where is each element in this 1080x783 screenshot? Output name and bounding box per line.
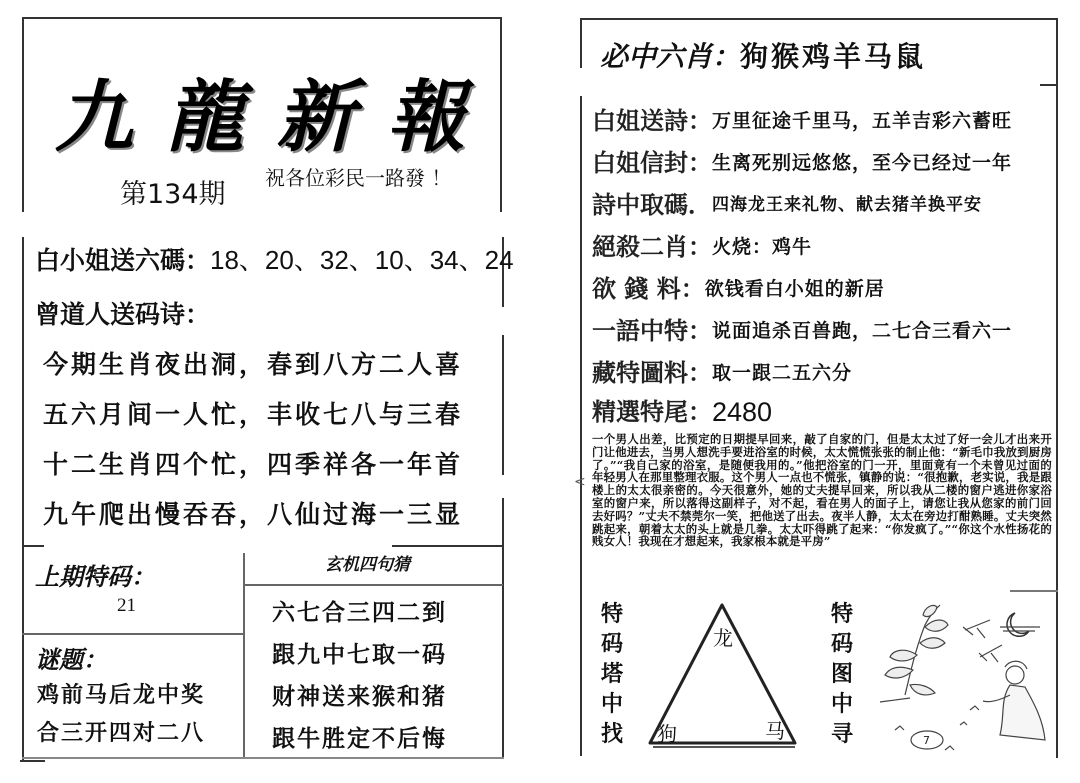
issue-number: 第134期 — [120, 179, 226, 210]
tip-sep: ． — [688, 191, 712, 219]
title-char: 報 — [386, 72, 475, 163]
tip-row — [592, 100, 1052, 142]
section-divider-right — [392, 545, 504, 547]
title-char: 新 — [276, 72, 365, 163]
tip-label: 藏特圖料 — [592, 359, 688, 387]
left-border-lower — [22, 237, 24, 762]
right-border-upper — [500, 17, 502, 212]
tip-label: 一語中特 — [592, 317, 688, 345]
six-zodiac-value: 狗猴鸡羊马鼠 — [740, 40, 927, 73]
six-zodiac-label: 必中六肖： — [600, 40, 741, 73]
guess-line: 跟牛胜定不后悔 — [272, 725, 447, 752]
six-codes-row — [35, 240, 514, 277]
top-border — [580, 18, 1058, 20]
guess-line: 跟九中七取一码 — [272, 641, 447, 668]
tip-sep: ： — [688, 233, 712, 261]
guess-title-divider — [245, 584, 503, 586]
tip-label: 詩中取碼 — [592, 191, 688, 219]
left-border-upper — [22, 17, 24, 212]
vertical-char: 特 — [600, 602, 623, 627]
poem — [43, 340, 483, 540]
poem-line: 五六月间一人忙，丰收七八与三春 — [43, 400, 464, 429]
tip-value: 说面追杀百兽跑，二七合三看六一 — [712, 320, 1013, 342]
tip-label: 精選特尾 — [592, 398, 688, 426]
tip-value: 万里征途千里马，五羊吉彩六蓄旺 — [712, 110, 1013, 132]
title-char: 九 — [55, 72, 144, 163]
left-border-top — [580, 18, 582, 68]
last-code-value: 21 — [117, 595, 136, 616]
slogan: 祝各位彩民一路發 ！ — [265, 166, 452, 190]
tower-bottom-right: 马 — [765, 719, 785, 743]
tip-value: 取一跟二五六分 — [712, 362, 853, 384]
tip-row — [592, 226, 1052, 268]
guess-title: 玄机四句猜 — [325, 555, 410, 575]
tower-bottom-left: 狗 — [657, 722, 677, 746]
right-border — [1056, 18, 1058, 758]
tip-row — [592, 394, 1052, 430]
poem-line: 今期生肖夜出洞，春到八方二人喜 — [43, 350, 464, 379]
four-line-guess — [272, 592, 447, 760]
tip-label: 白姐信封 — [592, 149, 688, 177]
vertical-char: 码 — [600, 632, 623, 657]
six-codes-label: 白小姐送六碼： — [35, 246, 211, 275]
vertical-char: 图 — [830, 662, 853, 687]
vertical-char: 寻 — [830, 722, 853, 747]
guess-line: 六七合三四二到 — [272, 599, 447, 626]
tip-row — [592, 310, 1052, 352]
riddle-line: 鸡前马后龙中奖 — [37, 682, 206, 708]
vertical-char: 码 — [830, 632, 853, 657]
story-paragraph: 一个男人出差，比预定的日期提早回来，敲了自家的门，但是太太过了好一会儿才出来开门让他进去，当男人想洗手要进浴室的时候，太太慌慌张张的制止他：“新毛巾我放到厨房了。”“我自己家的浴室，是随便我用的。”他把浴室的门一开，里面竟有一个未曾见过面的年轻男人在那里整理衣服。这个男人一点也不慌张，镇静的说：“很抱歉，老实说，我是跟楼上的太太很亲密的。今天很意外，她的丈夫提早回来，所以我从二楼的窗户逃进你家浴室的窗户来，所以落得这副样子，对不起，看在男人的面子上，请您让我从您家的前门回去好吗？”丈夫不禁莞尔一笑，把他送了出去。夜半人静，太太在旁边打酣熟睡。丈夫突然跳起来，朝着太太的头上就是几拳。太太吓得跳了起来：“你发疯了。”“你这个水性扬花的贱女人！我现在才想起来，我家根本就是平房” — [592, 432, 1052, 549]
tip-sep: ： — [680, 275, 705, 303]
top-border — [22, 17, 502, 19]
newspaper-title — [55, 55, 475, 167]
stone-number: 7 — [923, 734, 930, 747]
vertical-char: 中 — [600, 692, 623, 717]
tip-row — [592, 142, 1052, 184]
tip-sep: ： — [688, 149, 712, 177]
riddle-label: 谜题： — [35, 645, 107, 674]
six-codes-value: 18、20、32、10、34、24 — [210, 245, 514, 275]
tip-value: 火烧：鸡牛 — [712, 236, 813, 258]
tip-sep: ： — [688, 398, 712, 426]
riddle — [37, 676, 205, 752]
tips-list — [592, 100, 1052, 430]
tower-top: 龙 — [713, 626, 733, 650]
tip-label: 絕殺二肖 — [592, 233, 688, 261]
title-char: 龍 — [165, 72, 254, 163]
tip-value: 2480 — [712, 397, 773, 427]
corner-mark — [20, 760, 45, 762]
right-border-seg2 — [502, 335, 504, 475]
tip-label: 白姐送詩 — [592, 107, 688, 135]
code-box-divider — [22, 633, 244, 635]
clue-illustration — [865, 595, 1055, 755]
vertical-char: 找 — [600, 722, 623, 747]
guess-line: 财神送来猴和猪 — [272, 683, 447, 710]
vertical-char: 塔 — [600, 662, 623, 687]
poem-line: 九午爬出慢吞吞，八仙过海一三显 — [43, 500, 464, 529]
left-border — [580, 96, 582, 756]
tip-sep: ： — [688, 359, 712, 387]
tip-value: 欲钱看白小姐的新居 — [704, 278, 885, 300]
vertical-char: 特 — [830, 602, 853, 627]
poem-line: 十二生肖四个忙，四季祥各一年首 — [43, 450, 464, 479]
six-zodiac-row — [600, 35, 926, 75]
tip-row — [592, 184, 1052, 226]
tip-row — [592, 352, 1052, 394]
vertical-char: 中 — [830, 692, 853, 717]
tip-row — [592, 268, 1052, 310]
kneeling-woman-plant-icon — [865, 595, 1055, 755]
riddle-line: 合三开四对二八 — [37, 720, 206, 746]
tip-value: 四海龙王来礼物、献去猪羊换平安 — [712, 195, 982, 215]
tip-label: 欲 錢 料 — [592, 275, 681, 303]
right-tick — [1040, 84, 1058, 86]
last-code-label: 上期特码： — [35, 562, 155, 591]
fold-arrow-icon: < — [574, 474, 586, 490]
tip-sep: ： — [688, 317, 712, 345]
tower-vertical-label — [598, 600, 626, 750]
illustration-top-rule — [1010, 590, 1058, 592]
picture-vertical-label — [828, 600, 856, 750]
tip-sep: ： — [688, 107, 712, 135]
right-border-seg3 — [502, 498, 504, 758]
tip-value: 生离死别远悠悠，至今已经过一年 — [712, 152, 1013, 174]
section-divider-left — [22, 545, 44, 547]
poem-title: 曾道人送码诗： — [35, 300, 211, 329]
code-tower — [645, 600, 800, 750]
